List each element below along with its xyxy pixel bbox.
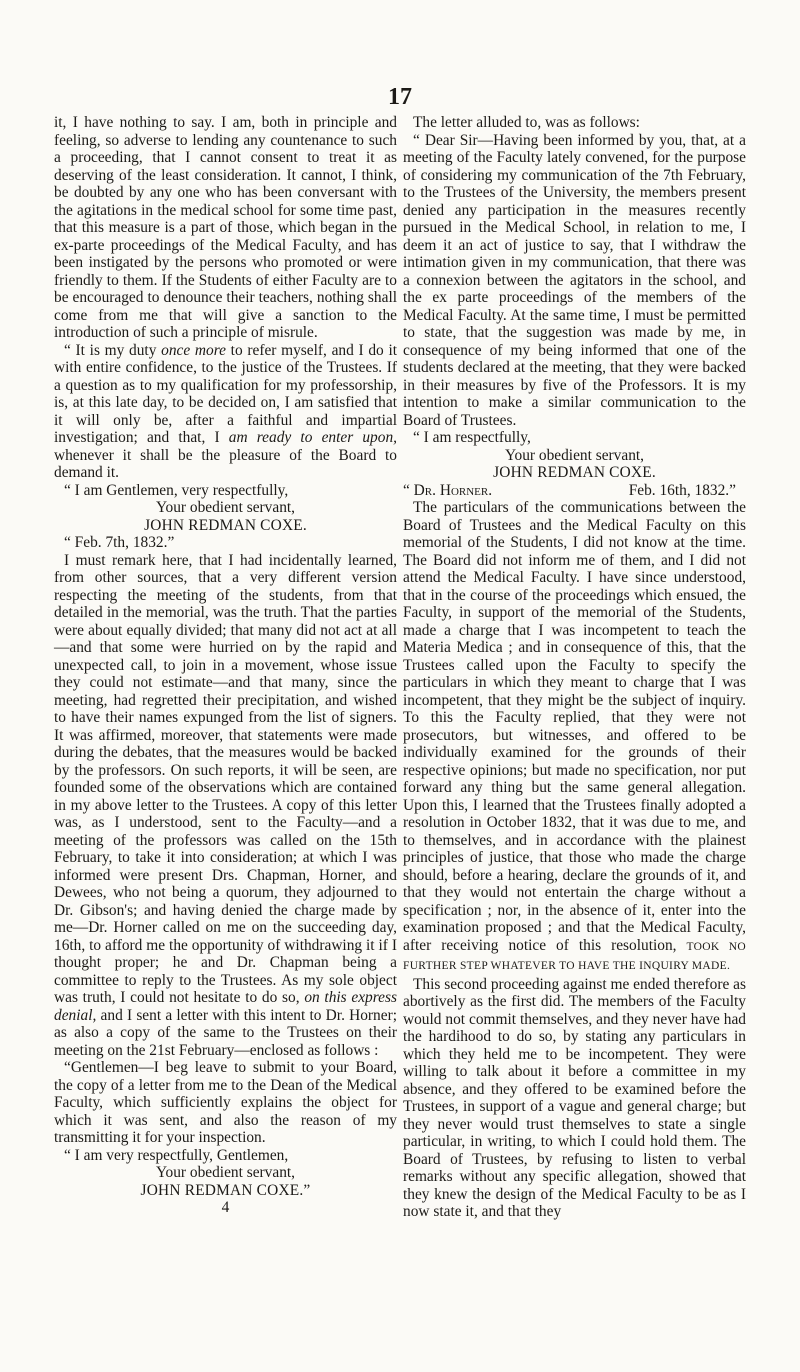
left-column (54, 114, 397, 1217)
right-column (403, 114, 746, 1221)
text-run: The particulars of the communications between the Board of Trustees and the Medical Faculty on this memorial of the Students, I did not know at the time. The Board did not inform me of them, and I did not attend the Medical Faculty. I have since understood, that in the course of the proceedings which ensued, the Faculty, in support of the memorial of the Students, made a charge that I was incompetent to teach the Materia Medica ; and in consequence of this, that the Trustees called upon the Faculty to specify the particulars in which they meant to charge that I was incompetent, that they might be the subject of inquiry. To this the Faculty replied, that they were not prosecutors, but witnesses, and offered to be individually examined for the grounds of their respective opinions; but made no specification, nor put forward any thing but the same general allegation. Upon this, I learned that the Trustees finally adopted a resolution in October 1832, that it was due to me, and to themselves, and in accordance with the plainest principles of justice, that those who made the charge should, before a hearing, declare the grounds of it, and that they would not entertain the charge without a specification ; nor, in the absence of it, enter into the examination proposed ; and that the Medical Faculty, after receiving notice of this resolution, (403, 499, 746, 954)
text-run: I must remark here, that I had incidentally learned, from other sources, that a very different version respecting the meeting of the students, from that detailed in the memorial, was the truth. That the parties were about equally divided; that many did not act at all—and that some were hurried on by the rapid and unexpected call, to join in a movement, whose issue they could not estimate—and that many, since the meeting, had regretted their precipitation, and wished to have their names expunged from the list of signers. It was affirmed, moreover, that statements were made during the debates, that the measures would be backed by the professors. On such reports, it will be seen, are founded some of the observations which are contained in my above letter to the Trustees. A copy of this letter was, as I understood, sent to the Faculty—and a meeting of the professors was called on the 15th February, to take it into consideration; at which I was informed were present Drs. Chapman, Horner, and Dewees, who not being a quorum, they adjourned to Dr. Gibson's; and having denied the charge made by me—Dr. Horner called on me on the succeeding day, 16th, to afford me the opportunity of withdrawing it if I thought proper; he and Dr. Chapman being a committee to reply to the Trustees. As my sole object was truth, I could not hesitate to do so, (54, 551, 397, 1006)
signatory-name: JOHN REDMAN COXE. (493, 464, 656, 481)
signatory-name: JOHN REDMAN COXE. (144, 516, 307, 534)
emphasis: on this express denial, (54, 989, 397, 1024)
letter-footer (403, 482, 746, 500)
letter-signoff (54, 1147, 397, 1200)
closing-line: Your obedient servant, (504, 446, 645, 464)
closing-line: Your obedient servant, (155, 499, 296, 516)
paragraph (403, 499, 746, 976)
closing-line: “ I am Gentlemen, very respectfully, (64, 481, 289, 499)
closing-line: “ I am very respectfully, Gentlemen, (64, 1146, 289, 1164)
letter-signoff (403, 429, 746, 499)
letter-date: “ Feb. 7th, 1832.” (64, 534, 175, 551)
text-run: and I sent a letter with this intent to Dr. Horner; as also a copy of the same to the Trustees on their meeting on the 21st February—enclosed as follows : (54, 1006, 397, 1059)
closing-line: Your obedient servant, (155, 1164, 296, 1181)
emphasis: once more (161, 341, 226, 359)
paragraph: “Gentlemen—I beg leave to submit to your Board, the copy of a letter from me to the Dean of the Medical Faculty, which sufficiently explains the object for which it was sent, and also the reason of my transmitting it for your inspection. (54, 1059, 397, 1146)
text-run: whenever it shall be the pleasure of the Board to demand it. (54, 446, 397, 481)
emphasis: am ready to enter upon, (228, 429, 397, 446)
letter-signoff (54, 482, 397, 552)
text-run: to refer myself, and I do it with entire confidence, to the justice of the Trustees. If a question as to my qualification for my professorship, is, at this late day, to be decided on, I am satisfied that it will only be, after a faithful and impartial investigation; and that, I (54, 341, 398, 446)
closing-line: “ I am respectfully, (413, 429, 531, 446)
text-run: “ It is my duty (64, 341, 162, 359)
signatory-name: JOHN REDMAN COXE.” (140, 1181, 311, 1199)
small-caps-text: TOOK NO FURTHER STEP WHATEVER TO HAVE THE INQUIRY MADE. (403, 940, 746, 972)
paragraph (54, 552, 397, 1060)
paragraph: This second proceeding against me ended therefore as abortively as the first did. The members of the Faculty would not commit themselves, and they never have had the hardihood to do so, by stating any particulars in which they held me to be incompetent. They were willing to talk about it before a committee in my absence, and they offered to be examined before the Trustees, in support of a vague and general charge; but they never would trust themselves to state a single particular, in writing, to which I could hold them. The Board of Trustees, by refusing to listen to verbal remarks without any specific allegation, showed that they knew the design of the Medical Faculty to be as I now state it, and that they (403, 975, 746, 1220)
paragraph: it, I have nothing to say. I am, both in principle and feeling, so adverse to lending any countenance to such a proceeding, that I cannot consent to treat it as deserving of the least consideration. It cannot, I think, be doubted by any one who has been conversant with the agitations in the medical school for some time past, that this measure is a part of those, which began in the ex-parte proceedings of the Medical Faculty, and has been instigated by the persons who promoted or were friendly to them. If the Students of either Faculty are to be encouraged to denounce their teachers, nothing shall come from me that will give a sanction to the introduction of such a principle of misrule. (54, 114, 397, 341)
signature-mark: 4 (221, 1199, 230, 1216)
addressee: “ Dr. Horner. (403, 481, 493, 499)
page-number: 17 (388, 84, 412, 110)
paragraph: “ Dear Sir—Having been informed by you, that, at a meeting of the Faculty lately convened, for the purpose of considering my communication of the 7th February, to the Trustees of the University, the members present denied any participation in the measures recently pursued in the Medical School, in relation to me, I deem it an act of justice to say, that I withdraw the intimation given in my communication, that there was a connexion between the agitators in the school, and the ex parte proceedings of the members of the Medical Faculty. At the same time, I must be permitted to state, that the suggestion was made by me, in consequence of my being informed that one of the students declared at the meeting, that they were backed in their measures by five of the Professors. It is my intention to make a similar communication to the Board of Trustees. (403, 131, 746, 429)
paragraph (54, 342, 397, 482)
letter-date: Feb. 16th, 1832.” (628, 481, 736, 499)
paragraph: The letter alluded to, was as follows: (413, 114, 640, 131)
